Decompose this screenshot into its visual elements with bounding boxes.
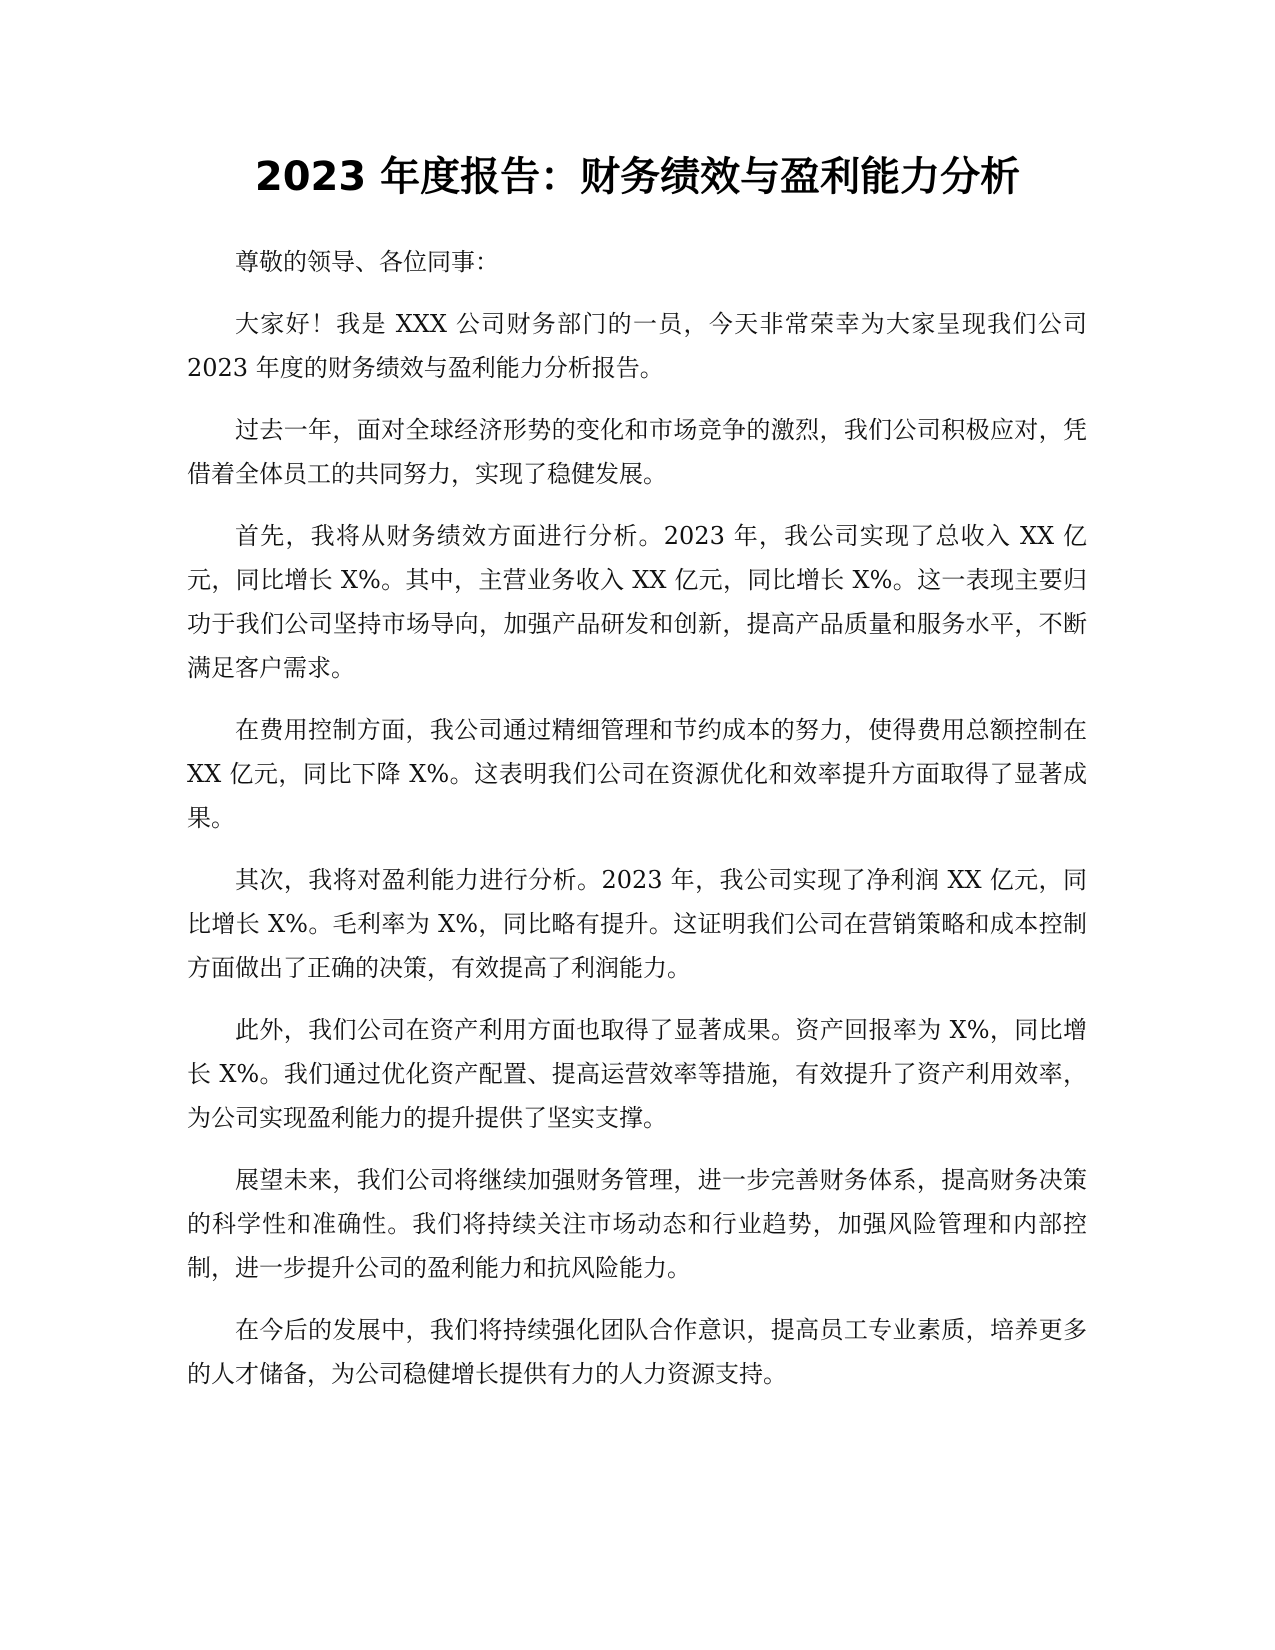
document-body bbox=[187, 240, 1087, 1414]
paragraph-asset-utilization: 此外，我们公司在资产利用方面也取得了显著成果。资产回报率为 X%，同比增长 X%。我们通过优化资产配置、提高运营效率等措施，有效提升了资产利用效率，为公司实现盈利能力的提升提供了坚实支撑。 bbox=[187, 1016, 1087, 1132]
paragraph-outlook: 展望未来，我们公司将继续加强财务管理，进一步完善财务体系，提高财务决策的科学性和准确性。我们将持续关注市场动态和行业趋势，加强风险管理和内部控制，进一步提升公司的盈利能力和抗风险能力。 bbox=[187, 1166, 1087, 1282]
paragraph-profitability: 其次，我将对盈利能力进行分析。2023 年，我公司实现了净利润 XX 亿元，同比增长 X%。毛利率为 X%，同比略有提升。这证明我们公司在营销策略和成本控制方面做出了正确的决策，有效提高了利润能力。 bbox=[187, 866, 1087, 982]
paragraph-team-development: 在今后的发展中，我们将持续强化团队合作意识，提高员工专业素质，培养更多的人才储备，为公司稳健增长提供有力的人力资源支持。 bbox=[187, 1316, 1087, 1388]
paragraph-greeting: 大家好！我是 XXX 公司财务部门的一员，今天非常荣幸为大家呈现我们公司 2023 年度的财务绩效与盈利能力分析报告。 bbox=[187, 310, 1087, 382]
paragraph-financial-performance: 首先，我将从财务绩效方面进行分析。2023 年，我公司实现了总收入 XX 亿元，同比增长 X%。其中，主营业务收入 XX 亿元，同比增长 X%。这一表现主要归功于我们公司坚持市场导向，加强产品研发和创新，提高产品质量和服务水平，不断满足客户需求。 bbox=[187, 522, 1087, 682]
document-title: 2023 年度报告：财务绩效与盈利能力分析 bbox=[254, 154, 1021, 200]
paragraph-salutation: 尊敬的领导、各位同事： bbox=[235, 248, 499, 276]
paragraph-cost-control: 在费用控制方面，我公司通过精细管理和节约成本的努力，使得费用总额控制在 XX 亿元，同比下降 X%。这表明我们公司在资源优化和效率提升方面取得了显著成果。 bbox=[187, 716, 1087, 832]
paragraph-overview: 过去一年，面对全球经济形势的变化和市场竞争的激烈，我们公司积极应对，凭借着全体员工的共同努力，实现了稳健发展。 bbox=[187, 416, 1087, 488]
